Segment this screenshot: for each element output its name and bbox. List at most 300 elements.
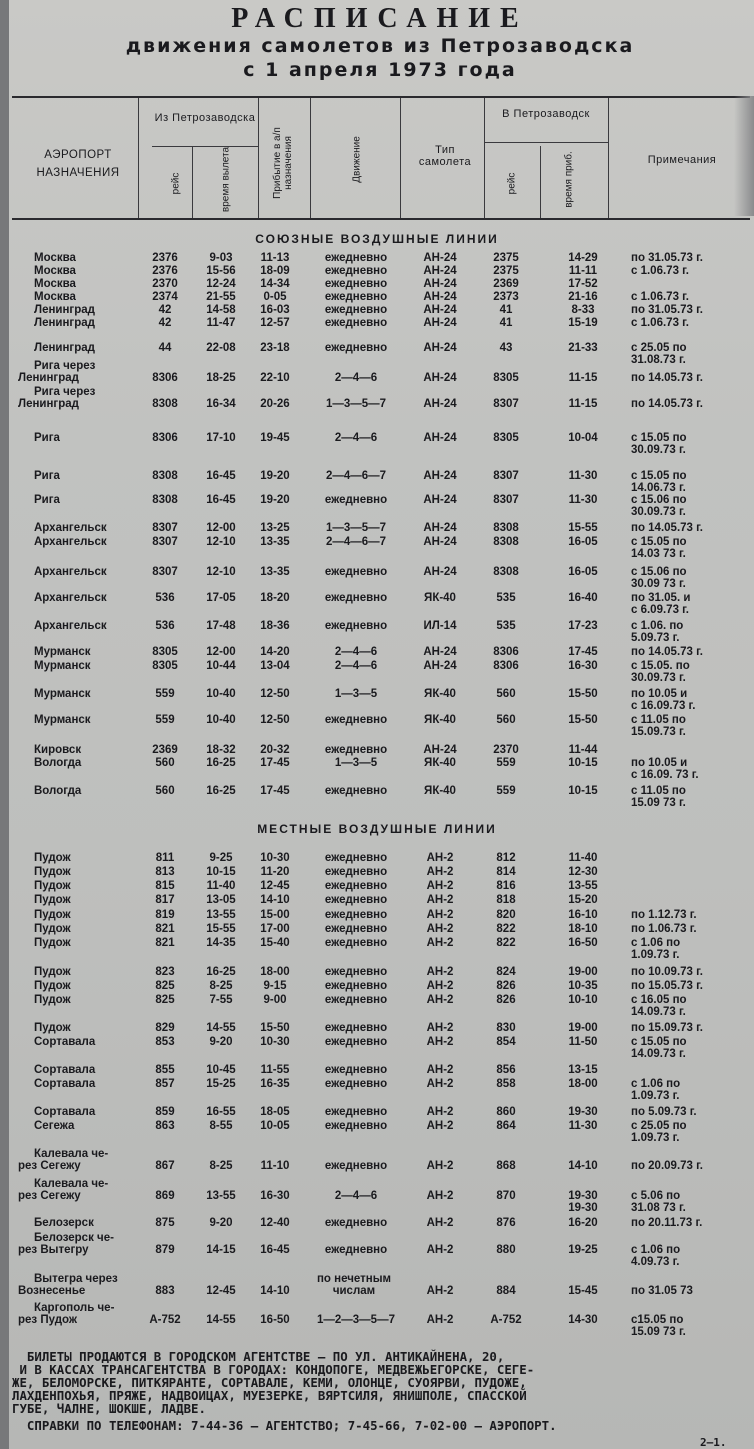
- departure-time-cell: 16-25: [206, 785, 236, 797]
- arrival-time-cell: 13-35: [260, 536, 290, 548]
- aircraft-type-cell: АН-24: [423, 278, 457, 290]
- destination-cell: Архангельск: [34, 566, 107, 578]
- aircraft-type-cell: АН-24: [423, 265, 457, 277]
- return-flight-cell: 884: [496, 1285, 516, 1297]
- arrival-time-cell: 16-45: [260, 1244, 290, 1256]
- destination-cell: Рига: [34, 494, 60, 506]
- header-from-departure: время вылета: [220, 146, 232, 213]
- aircraft-type-cell: АН-2: [426, 980, 454, 992]
- aircraft-type-cell: АН-24: [423, 342, 457, 354]
- aircraft-type-cell: АН-24: [423, 566, 457, 578]
- destination-cell: Архангельск: [34, 522, 107, 534]
- destination-cell: Пудож: [34, 937, 71, 949]
- note-cell: по 20.09.73 г.: [631, 1160, 703, 1172]
- return-flight-cell: 822: [496, 937, 516, 949]
- destination-cell: Рига через: [34, 386, 96, 398]
- arrival-time-cell: 22-10: [260, 372, 290, 384]
- departure-time-cell: 15-55: [206, 923, 236, 935]
- return-arrival-cell: 16-10: [568, 909, 598, 921]
- departure-time-cell: 14-58: [206, 304, 236, 316]
- days-cell: 2—4—6—7: [325, 536, 387, 548]
- days-cell: 1—3—5: [334, 688, 378, 700]
- header-to-group: В Петрозаводск: [502, 108, 590, 120]
- destination-cell: Пудож: [34, 894, 71, 906]
- destination-cell: Москва: [34, 291, 76, 303]
- departure-time-cell: 12-10: [206, 536, 236, 548]
- return-flight-cell: 868: [496, 1160, 516, 1172]
- arrival-time-cell: 15-50: [260, 1022, 290, 1034]
- days-cell: ежедневно: [324, 785, 388, 797]
- return-arrival-cell: 15-45: [568, 1285, 598, 1297]
- arrival-time-cell: 0-05: [263, 291, 287, 303]
- departure-time-cell: 12-24: [206, 278, 236, 290]
- return-flight-cell: 559: [496, 785, 516, 797]
- note-cell: 15.09.73 г.: [631, 726, 686, 738]
- flight-number-cell: А-752: [149, 1314, 181, 1326]
- arrival-time-cell: 12-40: [260, 1217, 290, 1229]
- return-arrival-cell: 11-44: [568, 744, 598, 756]
- note-cell: с 1.06.73 г.: [631, 317, 689, 329]
- aircraft-type-cell: ЯК-40: [424, 714, 456, 726]
- destination-cell: Вознесенье: [18, 1285, 86, 1297]
- section-title-union: СОЮЗНЫЕ ВОЗДУШНЫЕ ЛИНИИ: [255, 232, 499, 246]
- return-arrival-cell: 17-23: [568, 620, 598, 632]
- note-cell: 14.06.73 г.: [631, 482, 686, 494]
- note-cell: с 5.06 по: [631, 1190, 681, 1202]
- days-cell: ежедневно: [324, 1078, 388, 1090]
- note-cell: 5.09.73 г.: [631, 632, 680, 644]
- note-cell: по 14.05.73 г.: [631, 646, 703, 658]
- return-arrival-cell: 19-00: [568, 966, 598, 978]
- aircraft-type-cell: АН-2: [426, 1285, 454, 1297]
- days-cell: ежедневно: [324, 1106, 388, 1118]
- flight-number-cell: 8305: [152, 646, 178, 658]
- return-arrival-cell: 19-30: [568, 1202, 598, 1214]
- print-mark: 2—1.: [700, 1436, 727, 1449]
- arrival-time-cell: 10-05: [260, 1120, 290, 1132]
- departure-time-cell: 12-00: [206, 522, 236, 534]
- arrival-time-cell: 10-30: [260, 852, 290, 864]
- aircraft-type-cell: АН-2: [426, 909, 454, 921]
- aircraft-type-cell: АН-2: [426, 1078, 454, 1090]
- note-cell: с 1.06.73 г.: [631, 291, 689, 303]
- departure-time-cell: 16-25: [206, 966, 236, 978]
- return-arrival-cell: 10-35: [568, 980, 598, 992]
- flight-number-cell: 8308: [152, 470, 178, 482]
- arrival-time-cell: 18-20: [260, 592, 290, 604]
- days-cell: ежедневно: [324, 923, 388, 935]
- return-flight-cell: 812: [496, 852, 516, 864]
- aircraft-type-cell: АН-2: [426, 923, 454, 935]
- return-arrival-cell: 13-15: [568, 1064, 598, 1076]
- destination-cell: Мурманск: [34, 660, 91, 672]
- departure-time-cell: 7-55: [209, 994, 233, 1006]
- note-cell: с 11.05 по: [631, 714, 686, 726]
- aircraft-type-cell: АН-2: [426, 1314, 454, 1326]
- departure-time-cell: 9-25: [209, 852, 233, 864]
- days-cell: ежедневно: [324, 317, 388, 329]
- days-cell: 1—3—5—7: [325, 522, 387, 534]
- note-cell: с 16.09. 73 г.: [631, 769, 699, 781]
- flight-number-cell: 817: [155, 894, 175, 906]
- departure-time-cell: 14-15: [206, 1244, 236, 1256]
- flight-number-cell: 8307: [152, 536, 178, 548]
- arrival-time-cell: 18-05: [260, 1106, 290, 1118]
- arrival-time-cell: 14-20: [260, 646, 290, 658]
- return-arrival-cell: 18-10: [568, 923, 598, 935]
- days-cell: ежедневно: [324, 966, 388, 978]
- destination-cell: Пудож: [34, 880, 71, 892]
- note-cell: 30.09.73 г.: [631, 672, 686, 684]
- aircraft-type-cell: АН-24: [423, 304, 457, 316]
- aircraft-type-cell: АН-2: [426, 937, 454, 949]
- departure-time-cell: 13-55: [206, 1190, 236, 1202]
- days-cell: ежедневно: [324, 937, 388, 949]
- aircraft-type-cell: АН-24: [423, 536, 457, 548]
- return-flight-cell: 864: [496, 1120, 516, 1132]
- arrival-time-cell: 11-10: [260, 1160, 290, 1172]
- header-from-flight: рейс: [170, 172, 182, 195]
- arrival-time-cell: 9-00: [263, 994, 287, 1006]
- return-flight-cell: 559: [496, 757, 516, 769]
- note-cell: 14.09.73 г.: [631, 1006, 686, 1018]
- aircraft-type-cell: АН-24: [423, 432, 457, 444]
- aircraft-type-cell: АН-24: [423, 660, 457, 672]
- return-arrival-cell: 19-25: [568, 1244, 598, 1256]
- arrival-time-cell: 19-20: [260, 470, 290, 482]
- arrival-time-cell: 12-50: [260, 714, 290, 726]
- days-cell: ежедневно: [324, 342, 388, 354]
- return-arrival-cell: 11-40: [568, 852, 598, 864]
- departure-time-cell: 21-55: [206, 291, 236, 303]
- destination-cell: рез Сегежу: [18, 1190, 81, 1202]
- return-arrival-cell: 11-15: [568, 398, 598, 410]
- departure-time-cell: 14-55: [206, 1314, 236, 1326]
- note-cell: с 16.09.73 г.: [631, 700, 696, 712]
- return-arrival-cell: 16-05: [568, 566, 598, 578]
- note-cell: по 10.05 и: [631, 688, 688, 700]
- return-arrival-cell: 21-16: [568, 291, 598, 303]
- arrival-time-cell: 18-09: [260, 265, 290, 277]
- flight-number-cell: 8306: [152, 432, 178, 444]
- return-flight-cell: 876: [496, 1217, 516, 1229]
- destination-cell: рез Вытегру: [18, 1244, 89, 1256]
- note-cell: 1.09.73 г.: [631, 1132, 680, 1144]
- destination-cell: Пудож: [34, 966, 71, 978]
- departure-time-cell: 10-40: [206, 688, 236, 700]
- flight-number-cell: 560: [155, 785, 175, 797]
- flight-number-cell: 2376: [152, 252, 178, 264]
- days-cell: 2—4—6—7: [325, 470, 387, 482]
- note-cell: с 15.05 по: [631, 432, 687, 444]
- departure-time-cell: 8-55: [209, 1120, 233, 1132]
- flight-number-cell: 813: [155, 866, 175, 878]
- return-arrival-cell: 19-30: [568, 1190, 598, 1202]
- note-cell: по 10.09.73 г.: [631, 966, 703, 978]
- flight-number-cell: 42: [158, 304, 172, 316]
- flight-number-cell: 815: [155, 880, 175, 892]
- arrival-time-cell: 12-57: [260, 317, 290, 329]
- arrival-time-cell: 14-10: [260, 1285, 290, 1297]
- arrival-time-cell: 9-15: [263, 980, 287, 992]
- return-arrival-cell: 21-33: [568, 342, 598, 354]
- return-flight-cell: 8305: [493, 372, 519, 384]
- days-cell: ежедневно: [324, 592, 388, 604]
- return-flight-cell: 870: [496, 1190, 516, 1202]
- aircraft-type-cell: АН-24: [423, 744, 457, 756]
- return-arrival-cell: 15-50: [568, 714, 598, 726]
- flight-number-cell: 825: [155, 980, 175, 992]
- aircraft-type-cell: ИЛ-14: [423, 620, 457, 632]
- note-cell: с 1.06.73 г.: [631, 265, 689, 277]
- return-arrival-cell: 16-40: [568, 592, 598, 604]
- return-arrival-cell: 14-29: [568, 252, 598, 264]
- return-flight-cell: 818: [496, 894, 516, 906]
- departure-time-cell: 12-00: [206, 646, 236, 658]
- aircraft-type-cell: ЯК-40: [424, 785, 456, 797]
- destination-cell: Ленинград: [18, 372, 79, 384]
- return-flight-cell: 8308: [493, 522, 519, 534]
- aircraft-type-cell: АН-2: [426, 1106, 454, 1118]
- return-arrival-cell: 10-15: [568, 785, 598, 797]
- arrival-time-cell: 15-00: [260, 909, 290, 921]
- return-arrival-cell: 11-30: [568, 1120, 598, 1132]
- aircraft-type-cell: АН-2: [426, 1022, 454, 1034]
- days-cell: 2—4—6: [334, 432, 378, 444]
- aircraft-type-cell: АН-2: [426, 1217, 454, 1229]
- note-cell: с 11.05 по: [631, 785, 686, 797]
- departure-time-cell: 10-45: [206, 1064, 236, 1076]
- departure-time-cell: 18-32: [206, 744, 236, 756]
- arrival-time-cell: 18-00: [260, 966, 290, 978]
- return-flight-cell: 826: [496, 994, 516, 1006]
- departure-time-cell: 9-20: [209, 1217, 233, 1229]
- arrival-time-cell: 19-20: [260, 494, 290, 506]
- return-arrival-cell: 15-50: [568, 688, 598, 700]
- header-notes: Примечания: [647, 154, 717, 166]
- destination-cell: Белозерск че-: [34, 1232, 114, 1244]
- departure-time-cell: 16-45: [206, 494, 236, 506]
- note-cell: с 15.05 по: [631, 536, 687, 548]
- return-arrival-cell: 16-50: [568, 937, 598, 949]
- return-arrival-cell: 13-55: [568, 880, 598, 892]
- flight-number-cell: 855: [155, 1064, 175, 1076]
- aircraft-type-cell: ЯК-40: [424, 688, 456, 700]
- destination-cell: Архангельск: [34, 536, 107, 548]
- aircraft-type-cell: ЯК-40: [424, 592, 456, 604]
- return-flight-cell: 816: [496, 880, 516, 892]
- return-arrival-cell: 11-11: [568, 265, 598, 277]
- destination-cell: Пудож: [34, 909, 71, 921]
- return-flight-cell: 41: [499, 317, 513, 329]
- return-flight-cell: 2369: [493, 278, 519, 290]
- days-cell: ежедневно: [324, 994, 388, 1006]
- title-date: с 1 апреля 1973 года: [243, 59, 517, 81]
- aircraft-type-cell: АН-2: [426, 866, 454, 878]
- departure-time-cell: 14-55: [206, 1022, 236, 1034]
- aircraft-type-cell: АН-2: [426, 1244, 454, 1256]
- days-cell: 1—3—5—7: [325, 398, 387, 410]
- departure-time-cell: 15-56: [206, 265, 236, 277]
- flight-number-cell: 42: [158, 317, 172, 329]
- note-cell: по 31.05.73 г.: [631, 304, 703, 316]
- note-cell: 30.09.73 г.: [631, 444, 686, 456]
- return-flight-cell: 535: [496, 592, 516, 604]
- note-cell: по 31.05. и: [631, 592, 691, 604]
- return-arrival-cell: 14-10: [568, 1160, 598, 1172]
- aircraft-type-cell: АН-24: [423, 470, 457, 482]
- return-flight-cell: 8306: [493, 660, 519, 672]
- departure-time-cell: 17-48: [206, 620, 236, 632]
- note-cell: 31.08 73 г.: [631, 1202, 686, 1214]
- departure-time-cell: 16-25: [206, 757, 236, 769]
- destination-cell: Пудож: [34, 980, 71, 992]
- days-cell: 2—4—6: [334, 1190, 378, 1202]
- aircraft-type-cell: АН-2: [426, 1190, 454, 1202]
- days-cell: ежедневно: [324, 620, 388, 632]
- note-cell: с 1.06. по: [631, 620, 684, 632]
- arrival-time-cell: 11-13: [260, 252, 290, 264]
- return-flight-cell: 860: [496, 1106, 516, 1118]
- departure-time-cell: 12-45: [206, 1285, 236, 1297]
- arrival-time-cell: 16-03: [260, 304, 290, 316]
- days-cell: ежедневно: [324, 265, 388, 277]
- note-cell: по 15.05.73 г.: [631, 980, 703, 992]
- arrival-time-cell: 16-35: [260, 1078, 290, 1090]
- destination-cell: рез Сегежу: [18, 1160, 81, 1172]
- title-main: РАСПИСАНИЕ: [231, 3, 529, 34]
- departure-time-cell: 12-10: [206, 566, 236, 578]
- days-cell: ежедневно: [324, 866, 388, 878]
- flight-number-cell: 2370: [152, 278, 178, 290]
- arrival-time-cell: 20-32: [260, 744, 290, 756]
- days-cell: ежедневно: [324, 1064, 388, 1076]
- flight-number-cell: 867: [155, 1160, 175, 1172]
- days-cell: ежедневно: [324, 980, 388, 992]
- note-cell: с 15.05 по: [631, 1036, 687, 1048]
- flight-number-cell: 8307: [152, 566, 178, 578]
- destination-cell: Москва: [34, 252, 76, 264]
- destination-cell: Калевала че-: [34, 1178, 109, 1190]
- destination-cell: Мурманск: [34, 646, 91, 658]
- arrival-time-cell: 11-20: [260, 866, 290, 878]
- return-flight-cell: 822: [496, 923, 516, 935]
- arrival-time-cell: 10-30: [260, 1036, 290, 1048]
- return-flight-cell: 8308: [493, 566, 519, 578]
- flight-number-cell: 44: [158, 342, 172, 354]
- flight-number-cell: 819: [155, 909, 175, 921]
- destination-cell: Каргополь че-: [34, 1302, 115, 1314]
- return-arrival-cell: 8-33: [571, 304, 595, 316]
- note-cell: по 20.11.73 г.: [631, 1217, 703, 1229]
- footer-line: ЖЕ, БЕЛОМОРСКЕ, ПИТКЯРАНТЕ, СОРТАВАЛЕ, КЕМИ, ОЛОНЦЕ, СУОЯРВИ, ПУДОЖЕ,: [12, 1375, 527, 1390]
- return-flight-cell: 824: [496, 966, 516, 978]
- return-flight-cell: 8307: [493, 398, 519, 410]
- return-flight-cell: 8308: [493, 536, 519, 548]
- return-arrival-cell: 17-52: [568, 278, 598, 290]
- return-arrival-cell: 11-30: [568, 494, 598, 506]
- destination-cell: Пудож: [34, 1022, 71, 1034]
- destination-cell: Вологда: [34, 757, 82, 769]
- arrival-time-cell: 17-00: [260, 923, 290, 935]
- departure-time-cell: 9-03: [209, 252, 233, 264]
- departure-time-cell: 16-45: [206, 470, 236, 482]
- flight-number-cell: 857: [155, 1078, 175, 1090]
- days-cell: ежедневно: [324, 744, 388, 756]
- note-cell: по 1.06.73 г.: [631, 923, 697, 935]
- arrival-time-cell: 12-50: [260, 688, 290, 700]
- note-cell: с 15.06 по: [631, 566, 687, 578]
- destination-cell: Сортавала: [34, 1106, 96, 1118]
- return-arrival-cell: 15-20: [568, 894, 598, 906]
- note-cell: по 31.05.73 г.: [631, 252, 703, 264]
- return-flight-cell: 2370: [493, 744, 519, 756]
- days-cell: ежедневно: [324, 894, 388, 906]
- note-cell: по 31.05 73: [631, 1285, 693, 1297]
- arrival-time-cell: 17-45: [260, 757, 290, 769]
- note-cell: по 14.05.73 г.: [631, 522, 703, 534]
- note-cell: 30.09 73 г.: [631, 578, 686, 590]
- destination-cell: Пудож: [34, 852, 71, 864]
- return-flight-cell: 826: [496, 980, 516, 992]
- destination-cell: Москва: [34, 278, 76, 290]
- arrival-time-cell: 23-18: [260, 342, 290, 354]
- header-movement: Движение: [351, 136, 363, 183]
- return-flight-cell: 2375: [493, 265, 519, 277]
- departure-time-cell: 8-25: [209, 980, 233, 992]
- days-cell: ежедневно: [324, 1217, 388, 1229]
- flight-number-cell: 536: [155, 592, 175, 604]
- return-flight-cell: 830: [496, 1022, 516, 1034]
- return-arrival-cell: 19-30: [568, 1106, 598, 1118]
- note-cell: с 25.05 по: [631, 1120, 687, 1132]
- aircraft-type-cell: АН-2: [426, 1160, 454, 1172]
- header-from-group: Из Петрозаводска: [154, 112, 256, 124]
- destination-cell: Рига через: [34, 360, 96, 372]
- flight-number-cell: 869: [155, 1190, 175, 1202]
- arrival-time-cell: 14-34: [260, 278, 290, 290]
- departure-time-cell: 10-15: [206, 866, 236, 878]
- days-cell: ежедневно: [324, 880, 388, 892]
- flight-number-cell: 879: [155, 1244, 175, 1256]
- header-to-arrival: время приб.: [563, 151, 575, 208]
- destination-cell: Сортавала: [34, 1078, 96, 1090]
- flight-number-cell: 8305: [152, 660, 178, 672]
- flight-number-cell: 8306: [152, 372, 178, 384]
- days-cell: 1—3—5: [334, 757, 378, 769]
- arrival-time-cell: 14-10: [260, 894, 290, 906]
- departure-time-cell: 16-55: [206, 1106, 236, 1118]
- return-flight-cell: 2375: [493, 252, 519, 264]
- aircraft-type-cell: АН-2: [426, 894, 454, 906]
- flight-number-cell: 823: [155, 966, 175, 978]
- destination-cell: Пудож: [34, 994, 71, 1006]
- days-cell: ежедневно: [324, 566, 388, 578]
- return-arrival-cell: 19-00: [568, 1022, 598, 1034]
- section-title-local: МЕСТНЫЕ ВОЗДУШНЫЕ ЛИНИИ: [257, 822, 497, 836]
- departure-time-cell: 15-25: [206, 1078, 236, 1090]
- header-aircraft-type: Тип самолета: [418, 144, 472, 168]
- flight-number-cell: 2369: [152, 744, 178, 756]
- departure-time-cell: 14-35: [206, 937, 236, 949]
- return-flight-cell: 535: [496, 620, 516, 632]
- footer-line: И В КАССАХ ТРАНСАГЕНТСТВА В ГОРОДАХ: КОНДОПОГЕ, МЕДВЕЖЬЕГОРСКЕ, СЕГЕ-: [12, 1362, 535, 1377]
- destination-cell: Ленинград: [34, 342, 95, 354]
- days-cell: ежедневно: [324, 714, 388, 726]
- destination-cell: Архангельск: [34, 592, 107, 604]
- header-to-flight: рейс: [506, 172, 518, 195]
- note-cell: 4.09.73 г.: [631, 1256, 680, 1268]
